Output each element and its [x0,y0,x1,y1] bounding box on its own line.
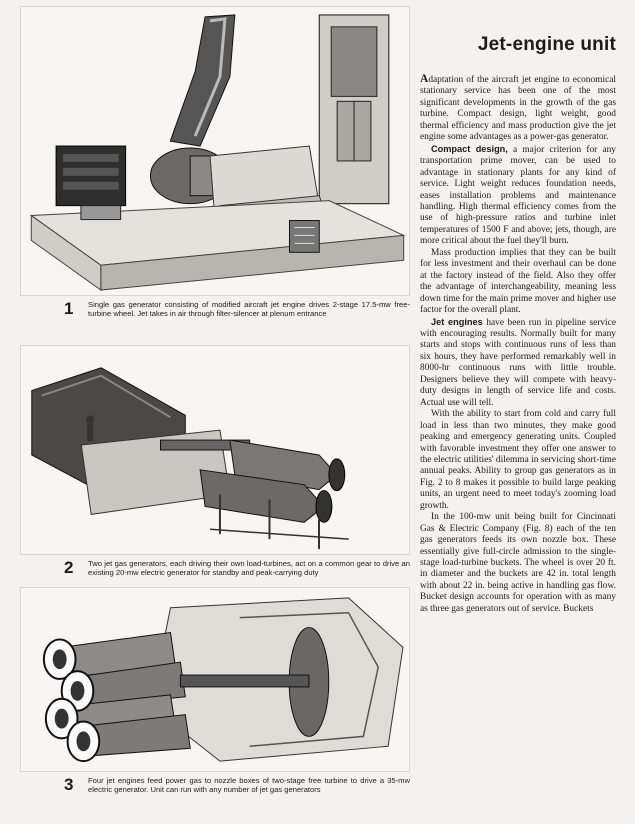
figure-3 [20,587,410,795]
figure-1 [20,6,410,319]
run-in-heading: Compact design, [431,143,508,154]
caption-text: Single gas generator consisting of modified aircraft jet engine drives 2-stage 17.5-mw free-turbine wheel. Jet takes in air through filter-silencer at plenum entrance [88,300,410,319]
paragraph-text: In the 100-mw unit being built for Cincinnati Gas & Electric Company (Fig. 8) each of the ten gas generators feeds its own nozzle box. These essentially give full-circle admission to the single-stage load-turbine buckets. The wheel is over 20 ft. in diameter and the buckets are 42 in. total length with about 22 in. being active in handling gas flow. Bucket design accounts for operation with as many as three gas generators out of service. Buckets [420,512,616,614]
caption-text: Four jet engines feed power gas to nozzle boxes of two-stage free turbine to drive a 35-mw electric generator. Unit can run with any number of jet gas generators [88,776,410,795]
paragraph-2 [420,144,616,248]
paragraph-text: Mass production implies that they can be built for less investment and their overhaul can be done at the factory instead of the field. Also they offer the advantage of interchangeability, meaning less down time for the main prime mover and higher use factor for the overall plant. [420,247,616,316]
caption-text: Two jet gas generators, each driving their own load-turbines, act on a common gear to drive an existing 20-mw electric generator for standby and peak-carrying duty [88,559,410,578]
figure-1-illustration [20,6,410,296]
paragraph-text: a major criterion for any transportation prime mover, can be used to advantage in stationary plants for any kind of service. Light weight reduces foundation needs, eases installation problems and maintenance handling. High thermal efficiency comes from the use of high-pressure ratios and turbine inlet temperatures of 1500 F and above; jets, though, are more critical about the fuel they'll burn. [420,144,616,247]
figure-number: 3 [64,775,74,794]
figure-2 [20,345,410,578]
drop-cap: A [420,73,429,85]
figure-2-illustration [20,345,410,555]
paragraph-text: have been run in pipeline service with encouraging results. Normally built for many starts and stops with continuous runs of less than six hours, they have performed remarkably well in 8000-hr continuous runs with little trouble. Designers believe they will compete with heavy-duty designs in length of service life and costs. Actual use will tell. [420,317,616,408]
figure-number: 1 [64,299,74,318]
four-jet-engines-drawing [21,588,409,771]
article-body [420,74,616,615]
two-jet-gas-generators-drawing [21,346,409,554]
figure-1-caption [20,300,410,319]
figure-3-caption [20,776,410,795]
figure-2-caption [20,559,410,578]
figure-number: 2 [64,558,74,577]
paragraph-text: daptation of the aircraft jet engine to economical stationary service has been one of the most significant developments in the growth of the gas turbine. Compact design, light weight, good thermal efficiency and mass production give the jet engine some advantages as a power-gas generator. [420,75,616,143]
single-gas-generator-drawing [21,7,409,295]
paragraph-1 [420,74,616,144]
paragraph-3 [420,248,616,317]
paragraph-4 [420,317,616,410]
paragraph-6 [420,512,616,615]
paragraph-text: With the ability to start from cold and carry full load in less than two minutes, they make good peaking and emergency generating units. Coupled with favorable investment they offer one answer to the electric utilities' dilemma in servicing short-time annual peaks. Ability to group gas generators as in Fig. 2 to 8 makes it possible to build large peaking units, an urgent need to meet today's zooming load growth. [420,409,616,511]
article-title: Jet-engine unit [477,34,616,55]
run-in-heading: Jet engines [431,316,483,327]
paragraph-5 [420,409,616,512]
figure-3-illustration [20,587,410,772]
